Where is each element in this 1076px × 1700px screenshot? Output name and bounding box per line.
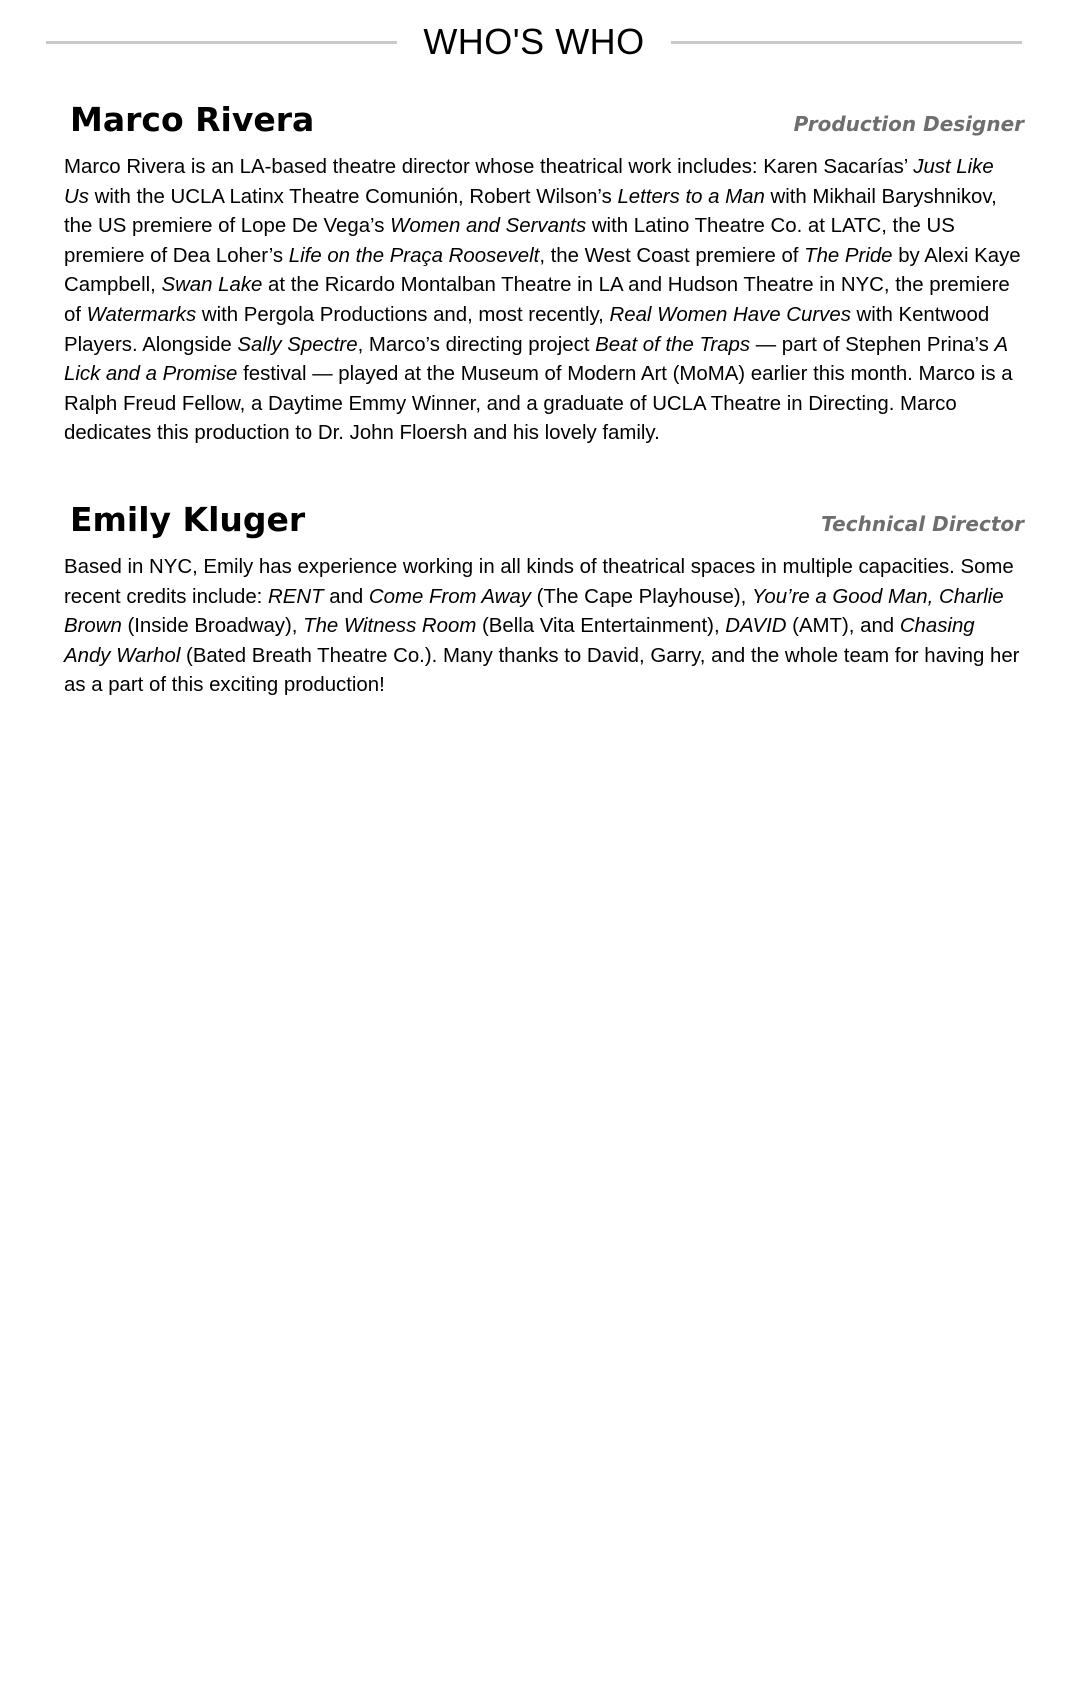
bio-title-italic: The Pride — [804, 244, 893, 267]
bio-title-italic: Women and Servants — [390, 215, 587, 238]
bio-text-segment: festival — played at the Museum of Modern Art (MoMA) earlier this month. Marco is a Ralph Freud Fellow, a Daytime Emmy Winner, and a graduate of UCLA Theatre in Directing. Marco dedicates this production to Dr. John Floersh and his lovely family. — [64, 363, 1013, 445]
bio-title-italic: A Lick and a Promise — [64, 333, 1008, 386]
bio-text-segment: Marco Rivera is an LA-based theatre director whose theatrical work includes: Karen Sacarías’ — [64, 156, 914, 178]
bio-title-italic: Letters to a Man — [617, 185, 765, 208]
bio-text-segment: with Mikhail Baryshnikov, the US premiere of Lope De Vega’s — [64, 185, 997, 238]
bio-text-segment: with Latino Theatre Co. at LATC, the US premiere of Dea Loher’s — [64, 215, 955, 267]
bio-header — [64, 500, 1024, 539]
bio-text-segment: with Pergola Productions and, most recently, — [196, 303, 610, 326]
bio-role: Production Designer — [793, 112, 1024, 136]
bio-text-segment: (Inside Broadway), — [121, 615, 304, 638]
bio-role: Technical Director — [821, 512, 1024, 536]
bio-title-italic: Real Women Have Curves — [609, 303, 851, 326]
bio-text — [64, 553, 1024, 701]
bio-title-italic: DAVID — [725, 615, 787, 638]
bio-title-italic: Just Like Us — [64, 156, 994, 208]
bio-marco-rivera — [64, 100, 1024, 449]
bio-title-italic: The Witness Room — [303, 615, 477, 638]
bio-header — [64, 100, 1024, 139]
bio-title-italic: You’re a Good Man, Charlie Brown — [64, 585, 1004, 638]
bio-text-segment: , Marco’s directing project — [357, 333, 596, 356]
bio-text-segment: with the UCLA Latinx Theatre Comunión, Robert Wilson’s — [88, 185, 618, 208]
bio-text-segment: (The Cape Playhouse), — [530, 585, 752, 608]
page-header — [46, 18, 1022, 66]
bio-title-italic: Come From Away — [368, 585, 531, 608]
header-rule-left — [46, 41, 397, 44]
bio-text-segment: , the West Coast premiere of — [539, 244, 805, 267]
bio-text-segment: (Bella Vita Entertainment), — [476, 615, 726, 638]
bio-title-italic: Life on the Praça Roosevelt — [288, 244, 540, 267]
bio-title-italic: Watermarks — [86, 303, 197, 326]
bio-text-segment: and — [323, 585, 369, 608]
bio-text-segment: (Bated Breath Theatre Co.). Many thanks to David, Garry, and the whole team for having her as a part of this exciting production! — [64, 644, 1020, 697]
bio-text-segment: by Alexi Kaye Campbell, — [64, 244, 1021, 297]
bio-text-segment: (AMT), and — [786, 615, 900, 638]
bio-text-segment: with Kentwood Players. Alongside — [64, 303, 990, 356]
bio-text-segment: Based in NYC, Emily has experience working in all kinds of theatrical spaces in multiple capacities. Some recent credits include: — [64, 556, 1014, 608]
bio-title-italic: Chasing Andy Warhol — [64, 615, 975, 667]
bio-name: Marco Rivera — [70, 100, 315, 139]
bio-title-italic: Beat of the Traps — [595, 333, 751, 356]
bio-title-italic: Swan Lake — [161, 274, 263, 297]
bio-emily-kluger — [64, 500, 1024, 701]
header-rule-right — [671, 41, 1022, 44]
bio-text-segment: at the Ricardo Montalban Theatre in LA and Hudson Theatre in NYC, the premiere of — [64, 274, 1010, 326]
bio-title-italic: RENT — [268, 585, 324, 608]
page-title: WHO'S WHO — [423, 21, 645, 62]
bio-text-segment: — part of Stephen Prina’s — [750, 333, 995, 356]
bio-name: Emily Kluger — [70, 500, 306, 539]
bio-title-italic: Sally Spectre — [237, 333, 358, 356]
bio-text — [64, 153, 1024, 449]
